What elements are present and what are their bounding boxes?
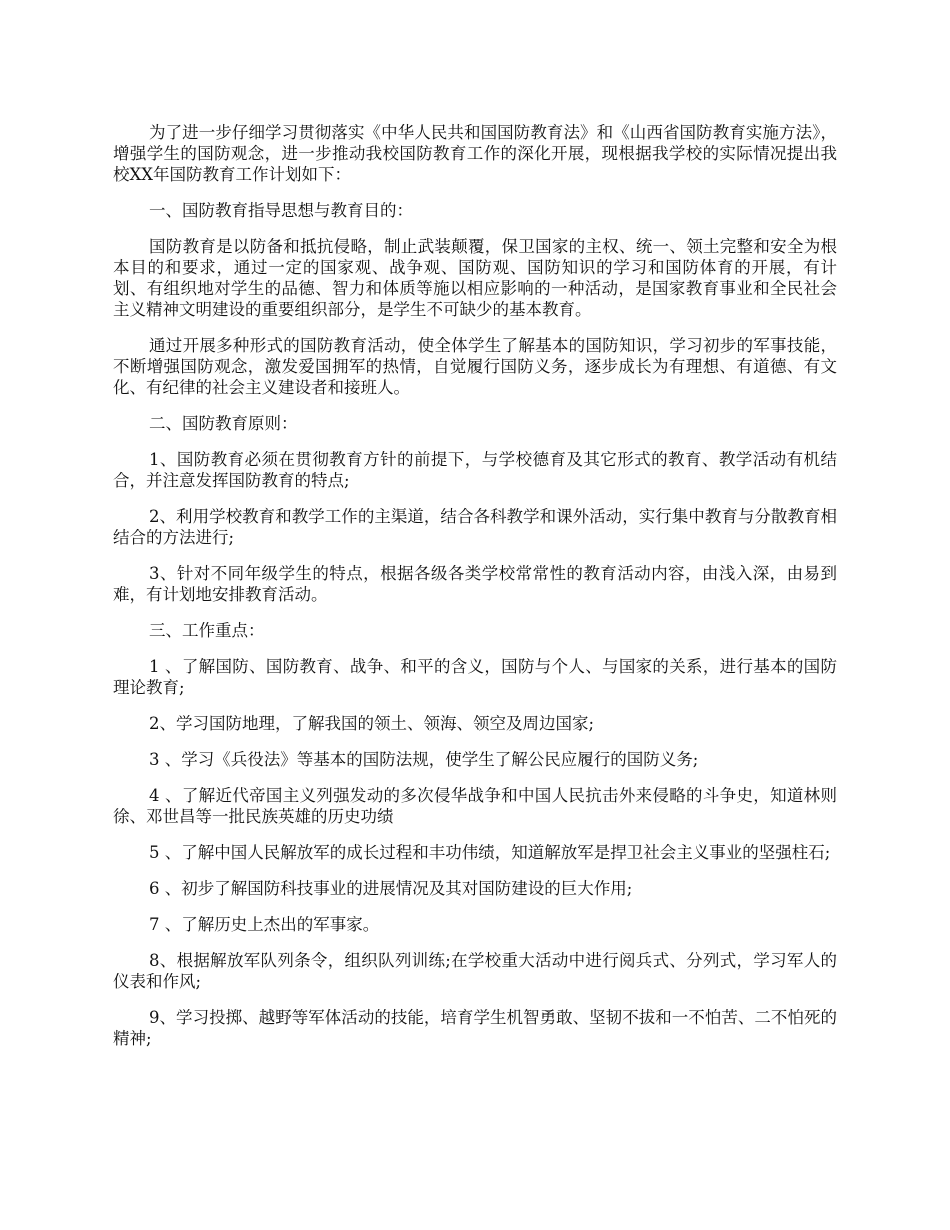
principle-item: 3、针对不同年级学生的特点，根据各级各类学校常常性的教育活动内容，由浅入深，由易到难，有计划地安排教育活动。: [113, 564, 837, 604]
focus-item: 5 、了解中国人民解放军的成长过程和丰功伟绩，知道解放军是捍卫社会主义事业的坚强柱石;: [149, 843, 831, 862]
intro-paragraph: 为了进一步仔细学习贯彻落实《中华人民共和国国防教育法》和《山西省国防教育实施方法》，增强学生的国防观念，进一步推动我校国防教育工作的深化开展，现根据我学校的实际情况提出我校XX年国防教育工作计划如下：: [113, 123, 837, 184]
focus-item: 1 、了解国防、国防教育、战争、和平的含义，国防与个人、与国家的关系，进行基本的国防理论教育;: [113, 657, 837, 697]
principle-item: 2、利用学校教育和教学工作的主渠道，结合各科教学和课外活动，实行集中教育与分散教育相结合的方法进行;: [113, 507, 837, 547]
focus-item: 7 、了解历史上杰出的军事家。: [149, 915, 380, 934]
focus-item: 3 、学习《兵役法》等基本的国防法规，使学生了解公民应履行的国防义务;: [149, 750, 699, 769]
paragraph-definition: 国防教育是以防备和抵抗侵略，制止武装颠覆，保卫国家的主权、统一、领土完整和安全为根本目的和要求，通过一定的国家观、战争观、国防观、国防知识的学习和国防体育的开展，有计划、有组织地对学生的品德、智力和体质等施以相应影响的一种活动，是国家教育事业和全民社会主义精神文明建设的重要组织部分，是学生不可缺少的基本教育。: [113, 237, 837, 319]
principle-item: 1、国防教育必须在贯彻教育方针的前提下，与学校德育及其它形式的教育、教学活动有机结合，并注意发挥国防教育的特点;: [113, 450, 837, 490]
section-heading-guiding-thought: 一、国防教育指导思想与教育目的：: [149, 201, 413, 220]
focus-item: 2、学习国防地理，了解我国的领土、领海、领空及周边国家;: [149, 714, 595, 733]
document-body: [113, 122, 837, 1064]
paragraph-goals: 通过开展多种形式的国防教育活动，使全体学生了解基本的国防知识，学习初步的军事技能，不断增强国防观念，激发爱国拥军的热情，自觉履行国防义务，逐步成长为有理想、有道德、有文化、有纪律的社会主义建设者和接班人。: [113, 336, 837, 397]
section-heading-focus: 三、工作重点：: [149, 621, 265, 640]
focus-item: 6 、初步了解国防科技事业的进展情况及其对国防建设的巨大作用;: [149, 879, 633, 898]
section-heading-principles: 二、国防教育原则：: [149, 414, 298, 433]
focus-item: 4 、了解近代帝国主义列强发动的多次侵华战争和中国人民抗击外来侵略的斗争史，知道林则徐、邓世昌等一批民族英雄的历史功绩: [113, 786, 837, 826]
focus-item: 8、根据解放军队列条令，组织队列训练;在学校重大活动中进行阅兵式、分列式，学习军人的仪表和作风;: [113, 951, 837, 991]
focus-item: 9、学习投掷、越野等军体活动的技能，培育学生机智勇敢、坚韧不拔和一不怕苦、二不怕死的精神;: [113, 1008, 837, 1048]
